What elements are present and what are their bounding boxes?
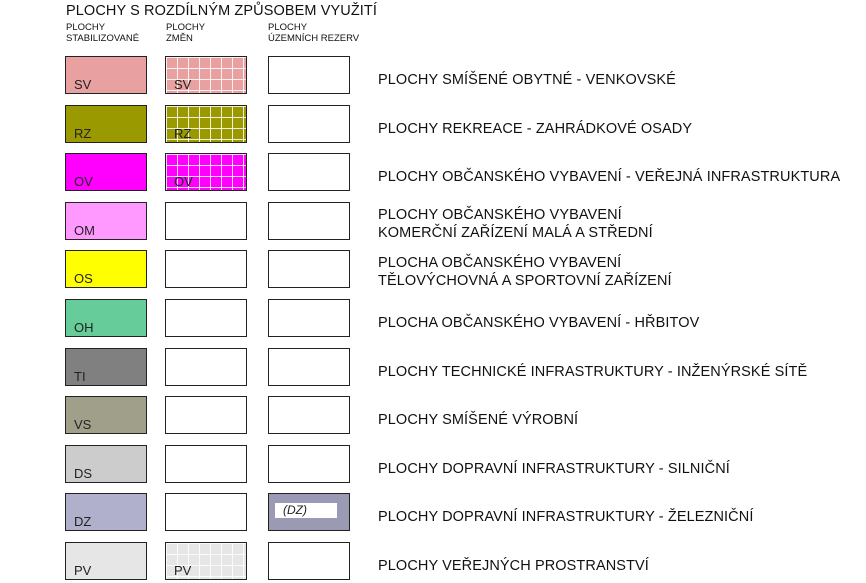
swatch-reserve-oh (268, 299, 350, 337)
legend-row-os (0, 250, 866, 290)
legend-row-ds (0, 445, 866, 485)
legend-description (378, 557, 649, 575)
swatch-stabilized-om (65, 202, 147, 240)
legend-row-oh (0, 299, 866, 339)
column-header-stabilized (66, 22, 139, 44)
swatch-code: PV (74, 563, 92, 578)
column-header-changes (166, 22, 205, 44)
legend-description (378, 508, 753, 526)
legend-description-line: PLOCHY SMÍŠENÉ OBYTNÉ - VENKOVSKÉ (378, 72, 676, 88)
swatch-change-ov (165, 153, 247, 191)
swatch-stabilized-oh (65, 299, 147, 337)
swatch-stabilized-os (65, 250, 147, 288)
swatch-reserve-rz (268, 105, 350, 143)
swatch-stabilized-pv (65, 542, 147, 580)
swatch-code: PV (174, 563, 192, 578)
legend-description-line: PLOCHY SMÍŠENÉ VÝROBNÍ (378, 412, 579, 428)
legend-description (378, 206, 653, 242)
swatch-stabilized-rz (65, 105, 147, 143)
column-header-stabilized-line2: STABILIZOVANÉ (66, 33, 140, 44)
legend-description-line: PLOCHY OBČANSKÉHO VYBAVENÍ - VEŘEJNÁ INFRASTRUKTURA (378, 169, 841, 185)
swatch-change-oh (165, 299, 247, 337)
swatch-code: VS (74, 417, 92, 432)
legend-description (378, 314, 699, 332)
swatch-code: SV (74, 77, 92, 92)
legend-description-line: PLOCHY OBČANSKÉHO VYBAVENÍ (378, 207, 622, 223)
swatch-reserve-pv (268, 542, 350, 580)
swatch-code: RZ (74, 126, 92, 141)
swatch-stabilized-ti (65, 348, 147, 386)
swatch-code: OM (74, 223, 95, 238)
swatch-reserve-sv (268, 56, 350, 94)
swatch-change-om (165, 202, 247, 240)
swatch-code: OS (74, 271, 93, 286)
legend-row-pv (0, 542, 866, 582)
column-header-changes-line2: ZMĚN (166, 33, 193, 44)
legend-description-line: PLOCHY VEŘEJNÝCH PROSTRANSTVÍ (378, 558, 649, 574)
swatch-reserve-dz (268, 493, 350, 531)
legend-title: PLOCHY S ROZDÍLNÝM ZPŮSOBEM VYUŽITÍ (66, 3, 378, 19)
legend-description (378, 120, 692, 138)
legend-description (378, 460, 730, 478)
legend-row-om (0, 202, 866, 242)
legend-description (378, 363, 807, 381)
swatch-reserve-vs (268, 396, 350, 434)
swatch-stabilized-ov (65, 153, 147, 191)
swatch-change-pv (165, 542, 247, 580)
swatch-code: RZ (174, 126, 192, 141)
legend-description (378, 411, 578, 429)
swatch-change-os (165, 250, 247, 288)
swatch-code: DS (74, 466, 93, 481)
swatch-reserve-ti (268, 348, 350, 386)
swatch-code: TI (74, 369, 86, 384)
legend-description-line: PLOCHA OBČANSKÉHO VYBAVENÍ (378, 255, 622, 271)
legend-description (378, 168, 840, 186)
column-header-stabilized-line1: PLOCHY (66, 22, 106, 33)
reserve-label: (DZ) (275, 503, 337, 518)
legend-description-line: PLOCHA OBČANSKÉHO VYBAVENÍ - HŘBITOV (378, 315, 700, 331)
column-header-reserves (268, 22, 359, 44)
swatch-reserve-ov (268, 153, 350, 191)
legend-row-vs (0, 396, 866, 436)
swatch-reserve-ds (268, 445, 350, 483)
swatch-stabilized-ds (65, 445, 147, 483)
legend-row-dz (0, 493, 866, 533)
legend-row-sv (0, 56, 866, 96)
swatch-reserve-os (268, 250, 350, 288)
legend-description-line: PLOCHY TECHNICKÉ INFRASTRUKTURY - INŽENÝRSKÉ SÍTĚ (378, 364, 808, 380)
swatch-change-ti (165, 348, 247, 386)
swatch-code: OV (74, 174, 93, 189)
swatch-reserve-om (268, 202, 350, 240)
swatch-code: OV (174, 174, 193, 189)
swatch-code: DZ (74, 514, 92, 529)
column-header-changes-line1: PLOCHY (166, 22, 206, 33)
legend-description (378, 71, 676, 89)
swatch-stabilized-dz (65, 493, 147, 531)
swatch-code: OH (74, 320, 94, 335)
column-header-reserves-line1: PLOCHY (268, 22, 308, 33)
swatch-stabilized-vs (65, 396, 147, 434)
legend-row-ti (0, 348, 866, 388)
legend-row-rz (0, 105, 866, 145)
legend-description-line: PLOCHY DOPRAVNÍ INFRASTRUKTURY - SILNIČNÍ (378, 461, 730, 477)
column-header-reserves-line2: ÚZEMNÍCH REZERV (268, 33, 360, 44)
swatch-change-sv (165, 56, 247, 94)
swatch-change-vs (165, 396, 247, 434)
legend-description-line: PLOCHY DOPRAVNÍ INFRASTRUKTURY - ŽELEZNIČNÍ (378, 509, 754, 525)
legend-description-line: KOMERČNÍ ZAŘÍZENÍ MALÁ A STŘEDNÍ (378, 225, 653, 241)
legend-description-line: TĚLOVÝCHOVNÁ A SPORTOVNÍ ZAŘÍZENÍ (378, 273, 672, 289)
legend-description (378, 254, 672, 290)
swatch-stabilized-sv (65, 56, 147, 94)
swatch-change-rz (165, 105, 247, 143)
legend-row-ov (0, 153, 866, 193)
legend-description-line: PLOCHY REKREACE - ZAHRÁDKOVÉ OSADY (378, 121, 693, 137)
swatch-change-ds (165, 445, 247, 483)
swatch-code: SV (174, 77, 192, 92)
swatch-change-dz (165, 493, 247, 531)
